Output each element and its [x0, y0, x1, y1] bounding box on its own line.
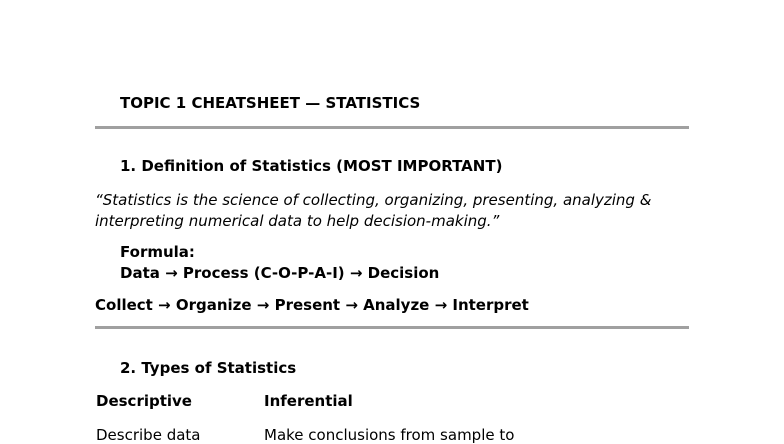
divider-1 [95, 126, 689, 129]
table-cell-descriptive: Describe data [96, 426, 201, 444]
process-flow-line: Collect → Organize → Present → Analyze → Interpret [95, 296, 529, 314]
table-header-inferential: Inferential [264, 392, 353, 410]
quote-line-2: interpreting numerical data to help decision-making.” [95, 212, 500, 230]
formula-line: Data → Process (C-O-P-A-I) → Decision [120, 264, 440, 282]
formula-label: Formula: [120, 243, 195, 261]
page-title: TOPIC 1 CHEATSHEET — STATISTICS [120, 94, 421, 112]
table-cell-inferential: Make conclusions from sample to [264, 426, 515, 444]
divider-2 [95, 326, 689, 329]
definition-quote [95, 190, 695, 232]
quote-line-1: “Statistics is the science of collecting, organizing, presenting, analyzing & [95, 191, 652, 209]
section-1-heading: 1. Definition of Statistics (MOST IMPORTANT) [120, 157, 503, 175]
table-header-descriptive: Descriptive [96, 392, 192, 410]
section-2-heading: 2. Types of Statistics [120, 359, 297, 377]
